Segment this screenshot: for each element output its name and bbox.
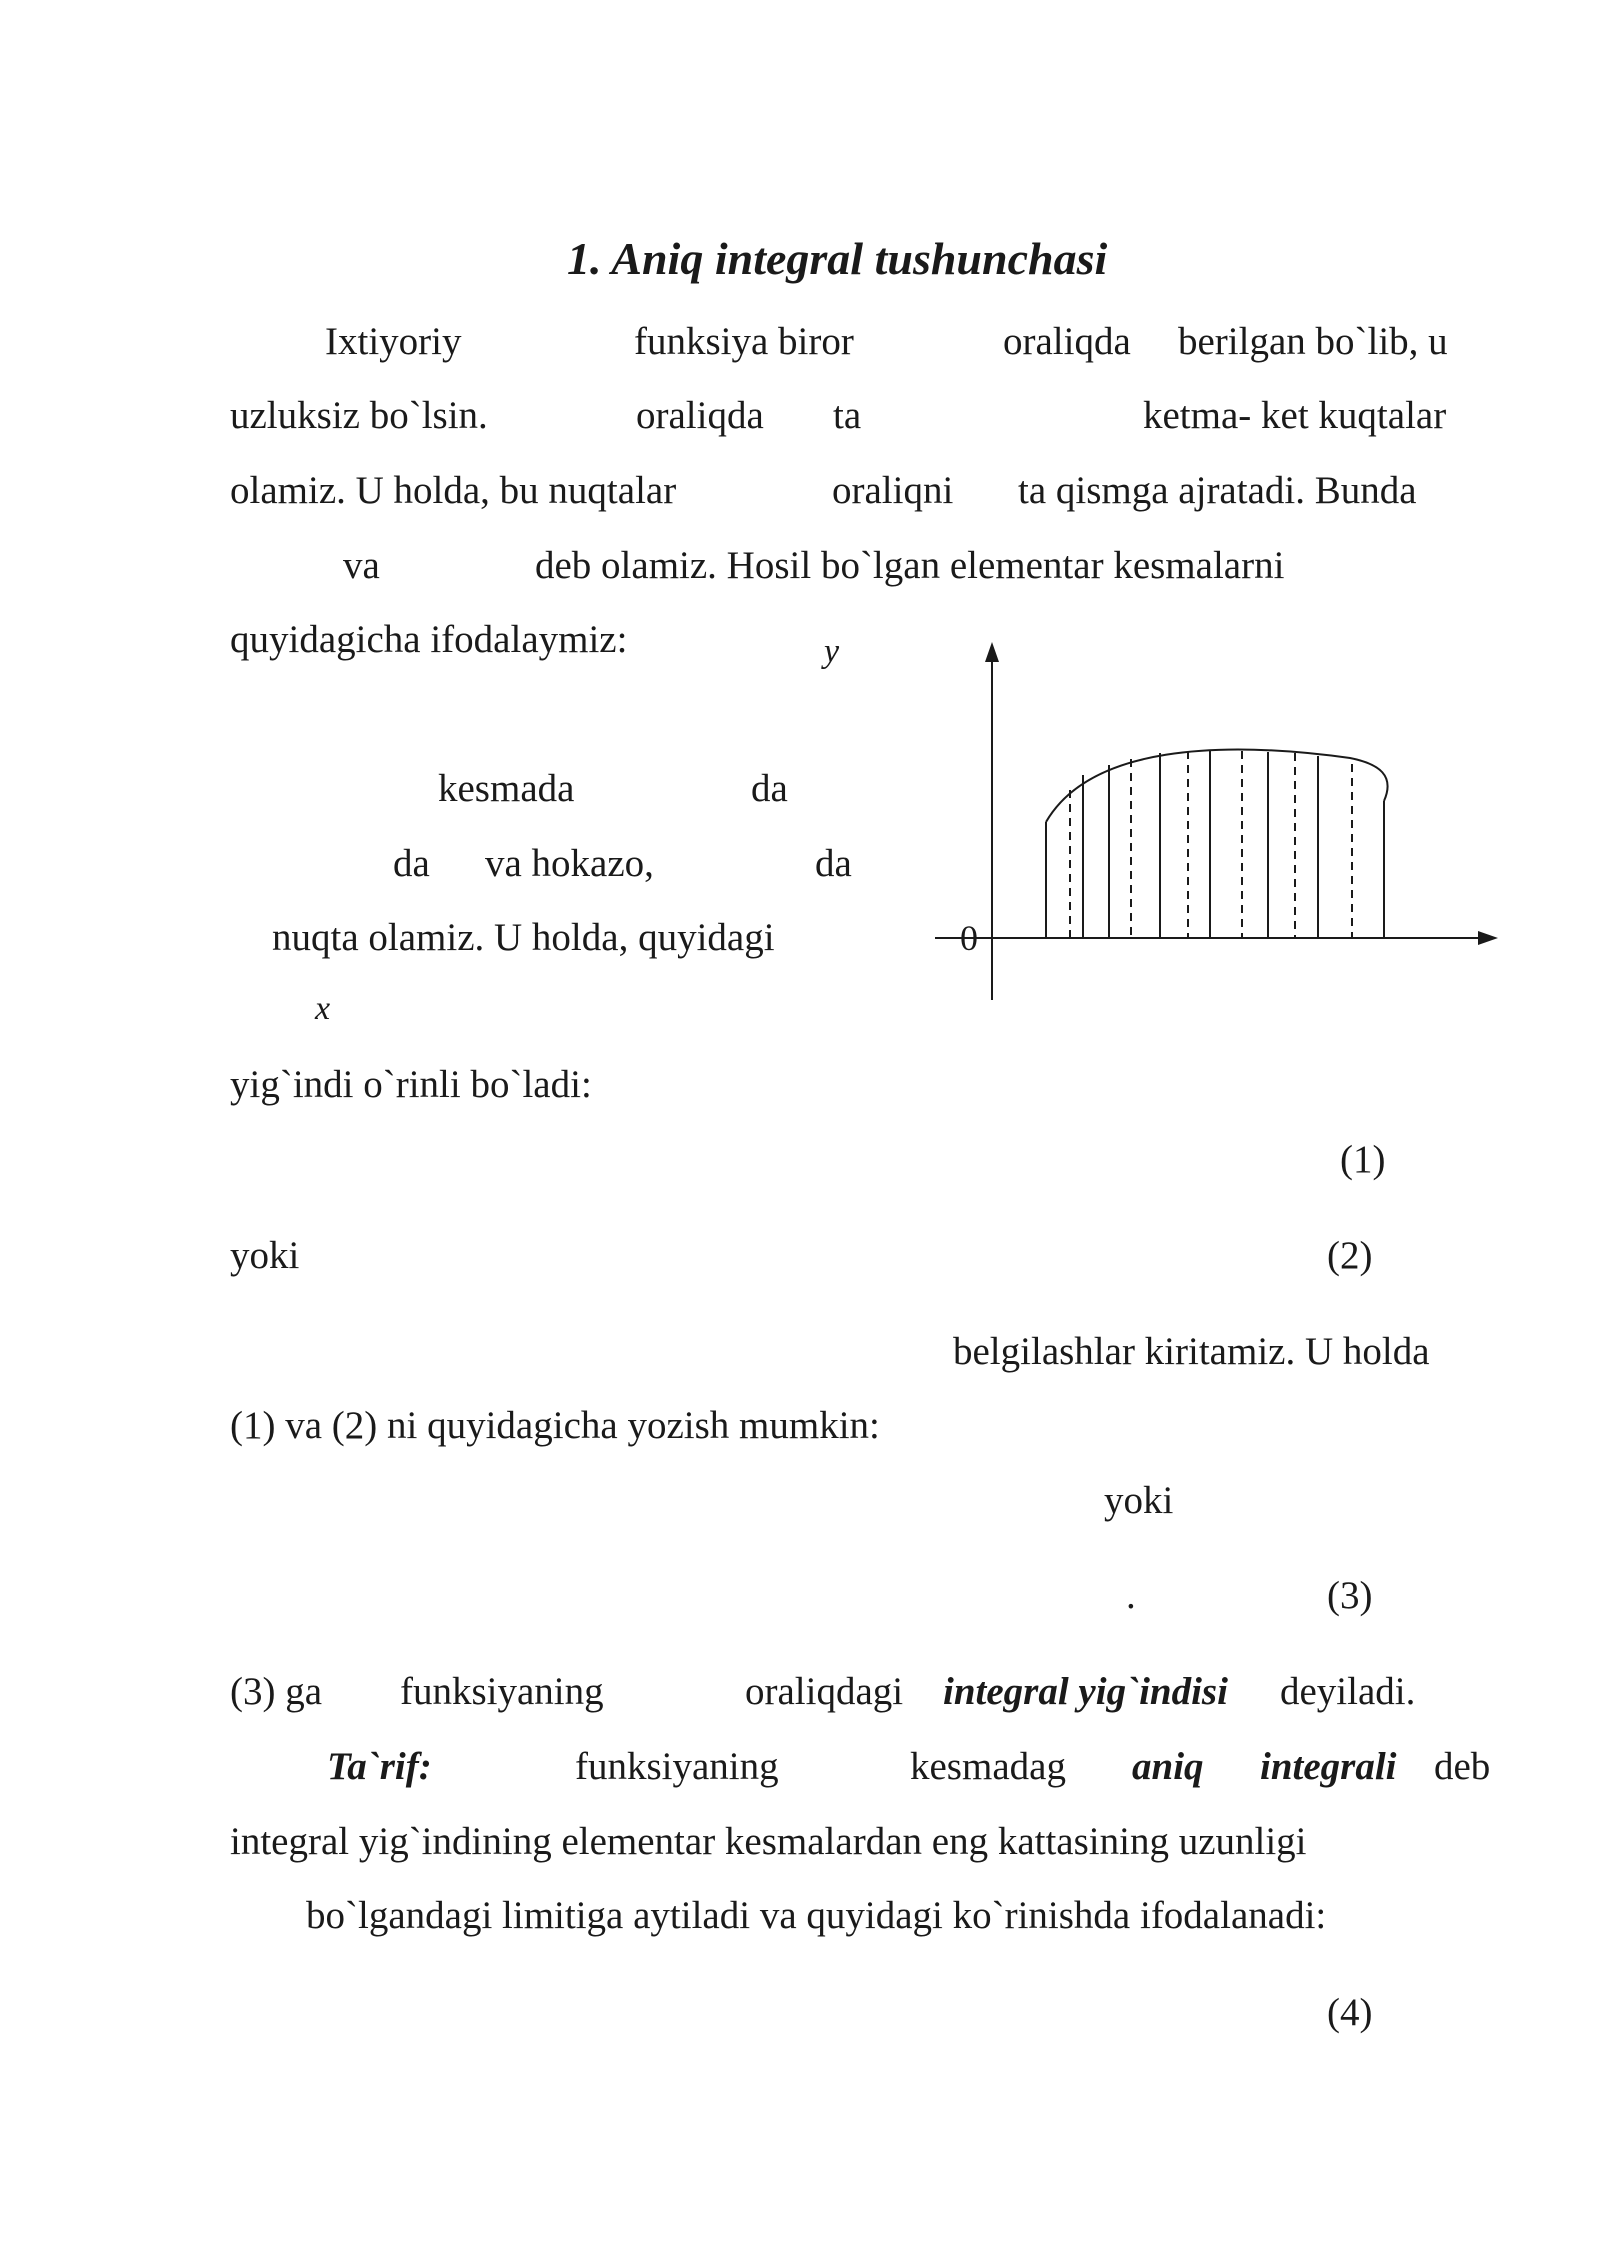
text-word: deb xyxy=(1434,1745,1491,1788)
text-word: ketma- ket kuqtalar xyxy=(1143,394,1447,437)
text-word: ta qismga ajratadi. Bunda xyxy=(1018,469,1417,512)
text-word: ta xyxy=(833,394,862,437)
y-axis-arrow xyxy=(985,642,999,662)
equation-number: (3) xyxy=(1327,1574,1373,1617)
equation-number: (2) xyxy=(1327,1234,1373,1277)
text-line: yig`indi o`rinli bo`ladi: xyxy=(230,1063,592,1106)
text-line: belgilashlar kiritamiz. U holda xyxy=(953,1330,1430,1373)
text-word: va hokazo, xyxy=(485,842,654,885)
text-word: oraliqda xyxy=(1003,320,1131,363)
text-word: integrali xyxy=(1260,1745,1397,1788)
text-word: yoki xyxy=(230,1234,300,1277)
text-word: Ixtiyoriy xyxy=(325,320,462,363)
text-word: funksiyaning xyxy=(575,1745,779,1788)
text-word: va xyxy=(343,544,380,587)
text-word: funksiyaning xyxy=(400,1670,604,1713)
page-title: 1. Aniq integral tushunchasi xyxy=(567,233,1108,284)
x-axis-arrow xyxy=(1478,931,1498,945)
text-line: bo`lgandagi limitiga aytiladi va quyidagi ko`rinishda ifodalanadi: xyxy=(306,1894,1327,1937)
y-axis-label: y xyxy=(824,633,840,670)
text-line: quyidagicha ifodalaymiz: xyxy=(230,618,628,661)
text-word: (3) ga xyxy=(230,1670,323,1713)
function-curve xyxy=(1046,750,1388,822)
text-word: yoki xyxy=(1104,1479,1174,1522)
text-word: berilgan bo`lib, u xyxy=(1178,320,1448,363)
text-word: da xyxy=(815,842,852,885)
text-line: nuqta olamiz. U holda, quyidagi xyxy=(272,916,775,959)
text-word: oraliqni xyxy=(832,469,954,512)
text-word: oraliqda xyxy=(636,394,764,437)
x-axis-label: x xyxy=(315,990,331,1027)
equation-number: (4) xyxy=(1327,1991,1373,2034)
origin-label: 0 xyxy=(960,918,978,958)
text-word: da xyxy=(393,842,430,885)
text-word: kesmada xyxy=(438,767,575,810)
text-word: oraliqdagi xyxy=(745,1670,904,1713)
equation-number: (1) xyxy=(1340,1138,1386,1181)
text-word: funksiya biror xyxy=(634,320,854,363)
text-line: integral yig`indining elementar kesmalardan eng kattasining uzunligi xyxy=(230,1820,1307,1863)
text-word: da xyxy=(751,767,788,810)
text-word: aniq xyxy=(1132,1745,1204,1788)
definition-label: Ta`rif: xyxy=(327,1745,432,1788)
text-line: (1) va (2) ni quyidagicha yozish mumkin: xyxy=(230,1404,880,1447)
text-word: uzluksiz bo`lsin. xyxy=(230,394,488,437)
text-word: . xyxy=(1126,1574,1136,1617)
text-word: olamiz. U holda, bu nuqtalar xyxy=(230,469,677,512)
text-word: kesmadag xyxy=(910,1745,1066,1788)
text-word: deyiladi. xyxy=(1280,1670,1416,1713)
text-word: deb olamiz. Hosil bo`lgan elementar kesmalarni xyxy=(535,544,1285,587)
text-word: integral yig`indisi xyxy=(943,1670,1228,1713)
